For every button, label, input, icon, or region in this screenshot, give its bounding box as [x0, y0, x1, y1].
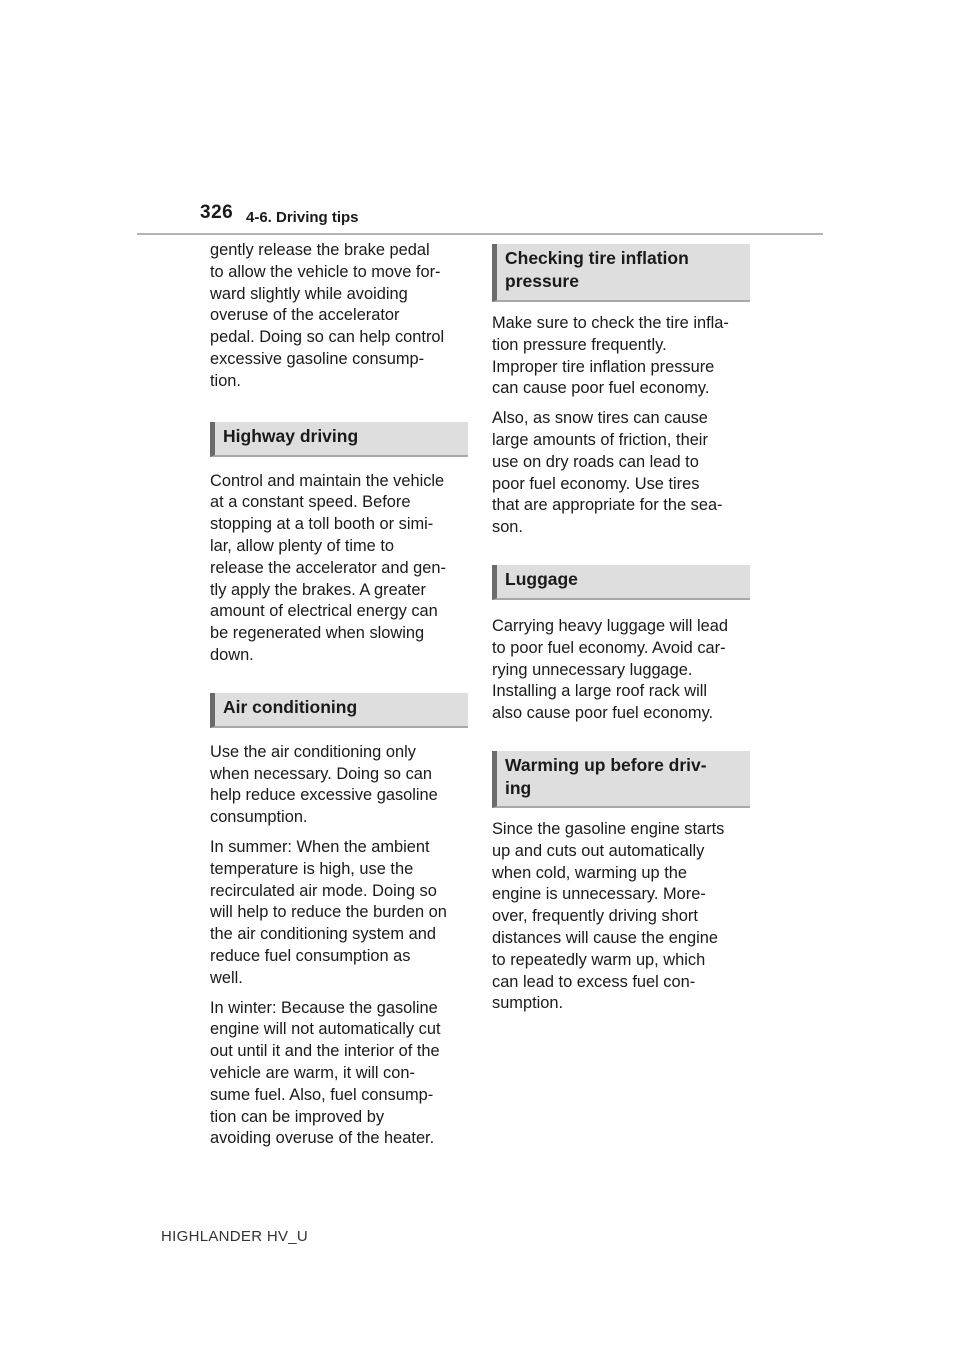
air-conditioning-paragraph: Use the air conditioning only when necessary. Doing so can help reduce excessive gasoline consumption. — [210, 742, 438, 827]
tire-inflation-heading: Checking tire inflation pressure — [492, 244, 750, 302]
page-number: 326 — [200, 202, 234, 223]
snow-tires-paragraph: Also, as snow tires can cause large amounts of friction, their use on dry roads can lead to poor fuel economy. Use tires that are appropriate for the sea- son. — [492, 409, 723, 537]
section-title: 4-6. Driving tips — [246, 209, 359, 226]
air-conditioning-heading: Air conditioning — [210, 693, 468, 728]
luggage-heading: Luggage — [492, 565, 750, 600]
summer-paragraph: In summer: When the ambient temperature is high, use the recirculated air mode. Doing so will help to reduce the burden on the air conditioning system and reduce fuel consumption as well. — [210, 837, 447, 987]
warming-up-heading: Warming up before driv- ing — [492, 751, 750, 808]
luggage-paragraph: Carrying heavy luggage will lead to poor fuel economy. Avoid car- rying unnecessary luggage. Installing a large roof rack will also cause poor fuel economy. — [492, 616, 728, 723]
winter-paragraph: In winter: Because the gasoline engine will not automatically cut out until it and the interior of the vehicle are warm, it will con- sume fuel. Also, fuel consump- tion can be improved by avoiding overuse of the heater. — [210, 998, 441, 1148]
header-divider — [137, 233, 823, 235]
footer-model: HIGHLANDER HV_U — [161, 1228, 309, 1245]
intro-paragraph: gently release the brake pedal to allow the vehicle to move for- ward slightly while avoiding overuse of the accelerator pedal. Doing so can help control excessive gasoline consump- tion. — [210, 241, 445, 390]
left-column — [210, 240, 472, 1158]
right-column — [492, 244, 754, 1023]
warming-up-paragraph: Since the gasoline engine starts up and cuts out automatically when cold, warming up the engine is unnecessary. More- over, frequently driving short distances will cause the engine to repeatedly warm up, which can lead to excess fuel con- sumption. — [492, 819, 725, 1013]
tire-inflation-paragraph: Make sure to check the tire infla- tion pressure frequently. Improper tire inflation pressure can cause poor fuel economy. — [492, 314, 729, 398]
highway-driving-heading: Highway driving — [210, 422, 468, 457]
highway-driving-paragraph: Control and maintain the vehicle at a constant speed. Before stopping at a toll booth or simi- lar, allow plenty of time to release the accelerator and gen- tly apply the brakes. A greater amount of electrical energy can be regenerated when slowing down. — [210, 471, 446, 664]
